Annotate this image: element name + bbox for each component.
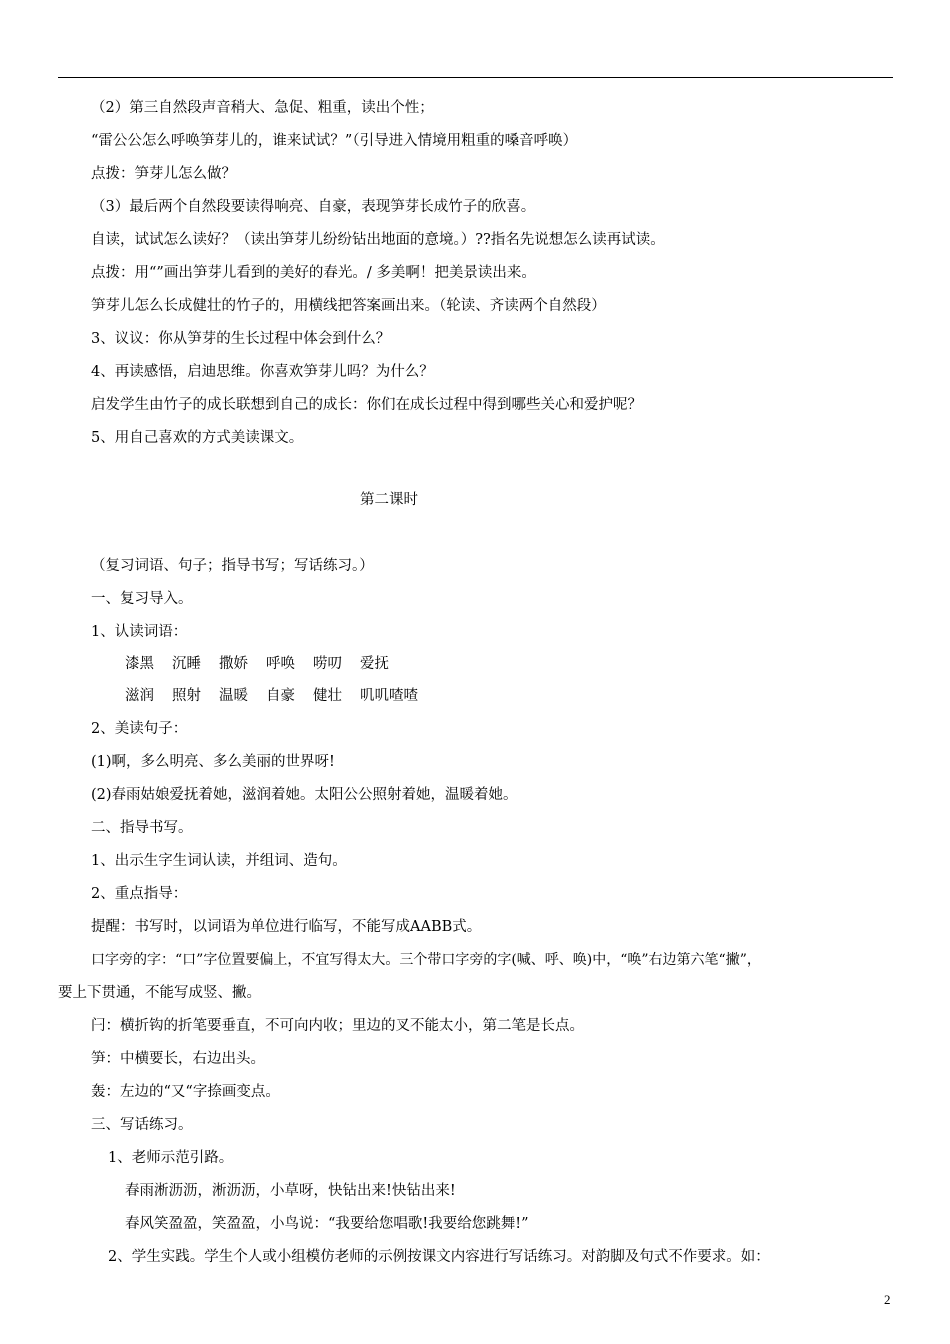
writing-1: 1、出示生字生词认读，并组词、造句。 <box>91 853 347 869</box>
text-line: （3）最后两个自然段要读得响亮、自豪，表现笋芽长成竹子的欣喜。 <box>91 199 536 215</box>
word: 沉睡 <box>172 656 201 672</box>
text-line: 5、用自己喜欢的方式美读课文。 <box>91 430 304 446</box>
text-line: “雷公公怎么呼唤笋芽儿的，谁来试试？”（引导进入情境用粗重的嗓音呼唤） <box>91 133 578 149</box>
sentence-1: (1)啊，多么明亮、多么美丽的世界呀! <box>91 754 335 770</box>
text-line: 启发学生由竹子的成长联想到自己的成长：你们在成长过程中得到哪些关心和爱护呢？ <box>91 397 642 413</box>
text-line: 点拨：用“”画出笋芽儿看到的美好的春光。/ 多美啊！把美景读出来。 <box>91 265 536 281</box>
review-heading: 一、复习导入。 <box>91 591 193 607</box>
kou-line-2: 要上下贯通，不能写成竖、撇。 <box>58 985 261 1001</box>
kou-line-1: 口字旁的字：“口”字位置要偏上，不宜写得太大。三个带口字旁的字(喊、呼、唤)中，“唤”右边第六笔“撇”， <box>91 952 761 968</box>
sentence-2: (2)春雨姑娘爱抚着她，滋润着她。太阳公公照射着她，温暖着她。 <box>91 787 518 803</box>
word-row-1 <box>125 654 407 674</box>
writing-heading: 二、指导书写。 <box>91 820 193 836</box>
word: 照射 <box>172 688 201 704</box>
word: 撒娇 <box>219 656 248 672</box>
text-line: 点拨：笋芽儿怎么做？ <box>91 166 236 182</box>
writing-2: 2、重点指导： <box>91 886 188 902</box>
section-title: 第二课时 <box>360 492 418 508</box>
text-line: 4、再读感悟，启迪思维。你喜欢笋芽儿吗？为什么？ <box>91 364 434 380</box>
page-number: 2 <box>884 1292 891 1307</box>
example-1: 春雨淅沥沥，淅沥沥，小草呀，快钻出来!快钻出来! <box>125 1183 456 1199</box>
tip-line: 提醒：书写时，以词语为单位进行临写，不能写成AABB式。 <box>91 919 482 935</box>
word: 自豪 <box>266 688 295 704</box>
chuang-line: 闩：横折钩的折笔要垂直，不可向内收；里边的叉不能太小，第二笔是长点。 <box>91 1018 584 1034</box>
word: 漆黑 <box>125 656 154 672</box>
practice-2: 2、学生实践。学生个人或小组模仿老师的示例按课文内容进行写话练习。对韵脚及句式不作要求。如： <box>108 1249 770 1265</box>
text-line: （2）第三自然段声音稍大、急促、粗重，读出个性； <box>91 100 434 116</box>
word: 呼唤 <box>266 656 295 672</box>
jian-line: 轰：左边的“又“字捺画变点。 <box>91 1084 280 1100</box>
text-line: 自读，试试怎么读好？（读出笋芽儿纷纷钻出地面的意境。）??指名先说想怎么读再试读。 <box>91 232 665 248</box>
word: 滋润 <box>125 688 154 704</box>
example-2: 春风笑盈盈，笑盈盈，小鸟说：“我要给您唱歌!我要给您跳舞!” <box>125 1216 529 1232</box>
sun-line: 笋：中横要长，右边出头。 <box>91 1051 265 1067</box>
word: 爱抚 <box>360 656 389 672</box>
sentence-heading: 2、美读句子： <box>91 721 188 737</box>
text-line: 3、议议：你从笋芽的生长过程中体会到什么？ <box>91 331 391 347</box>
word: 叽叽喳喳 <box>360 688 418 704</box>
word-read-heading: 1、认读词语： <box>91 624 188 640</box>
practice-heading: 三、写话练习。 <box>91 1117 193 1133</box>
header-rule <box>58 77 893 78</box>
word: 温暖 <box>219 688 248 704</box>
text-line: 笋芽儿怎么长成健壮的竹子的，用横线把答案画出来。（轮读、齐读两个自然段） <box>91 298 606 314</box>
practice-1: 1、老师示范引路。 <box>108 1150 234 1166</box>
word: 健壮 <box>313 688 342 704</box>
intro-line: （复习词语、句子；指导书写；写话练习。） <box>91 558 374 574</box>
word: 唠叨 <box>313 656 342 672</box>
word-row-2 <box>125 686 436 706</box>
